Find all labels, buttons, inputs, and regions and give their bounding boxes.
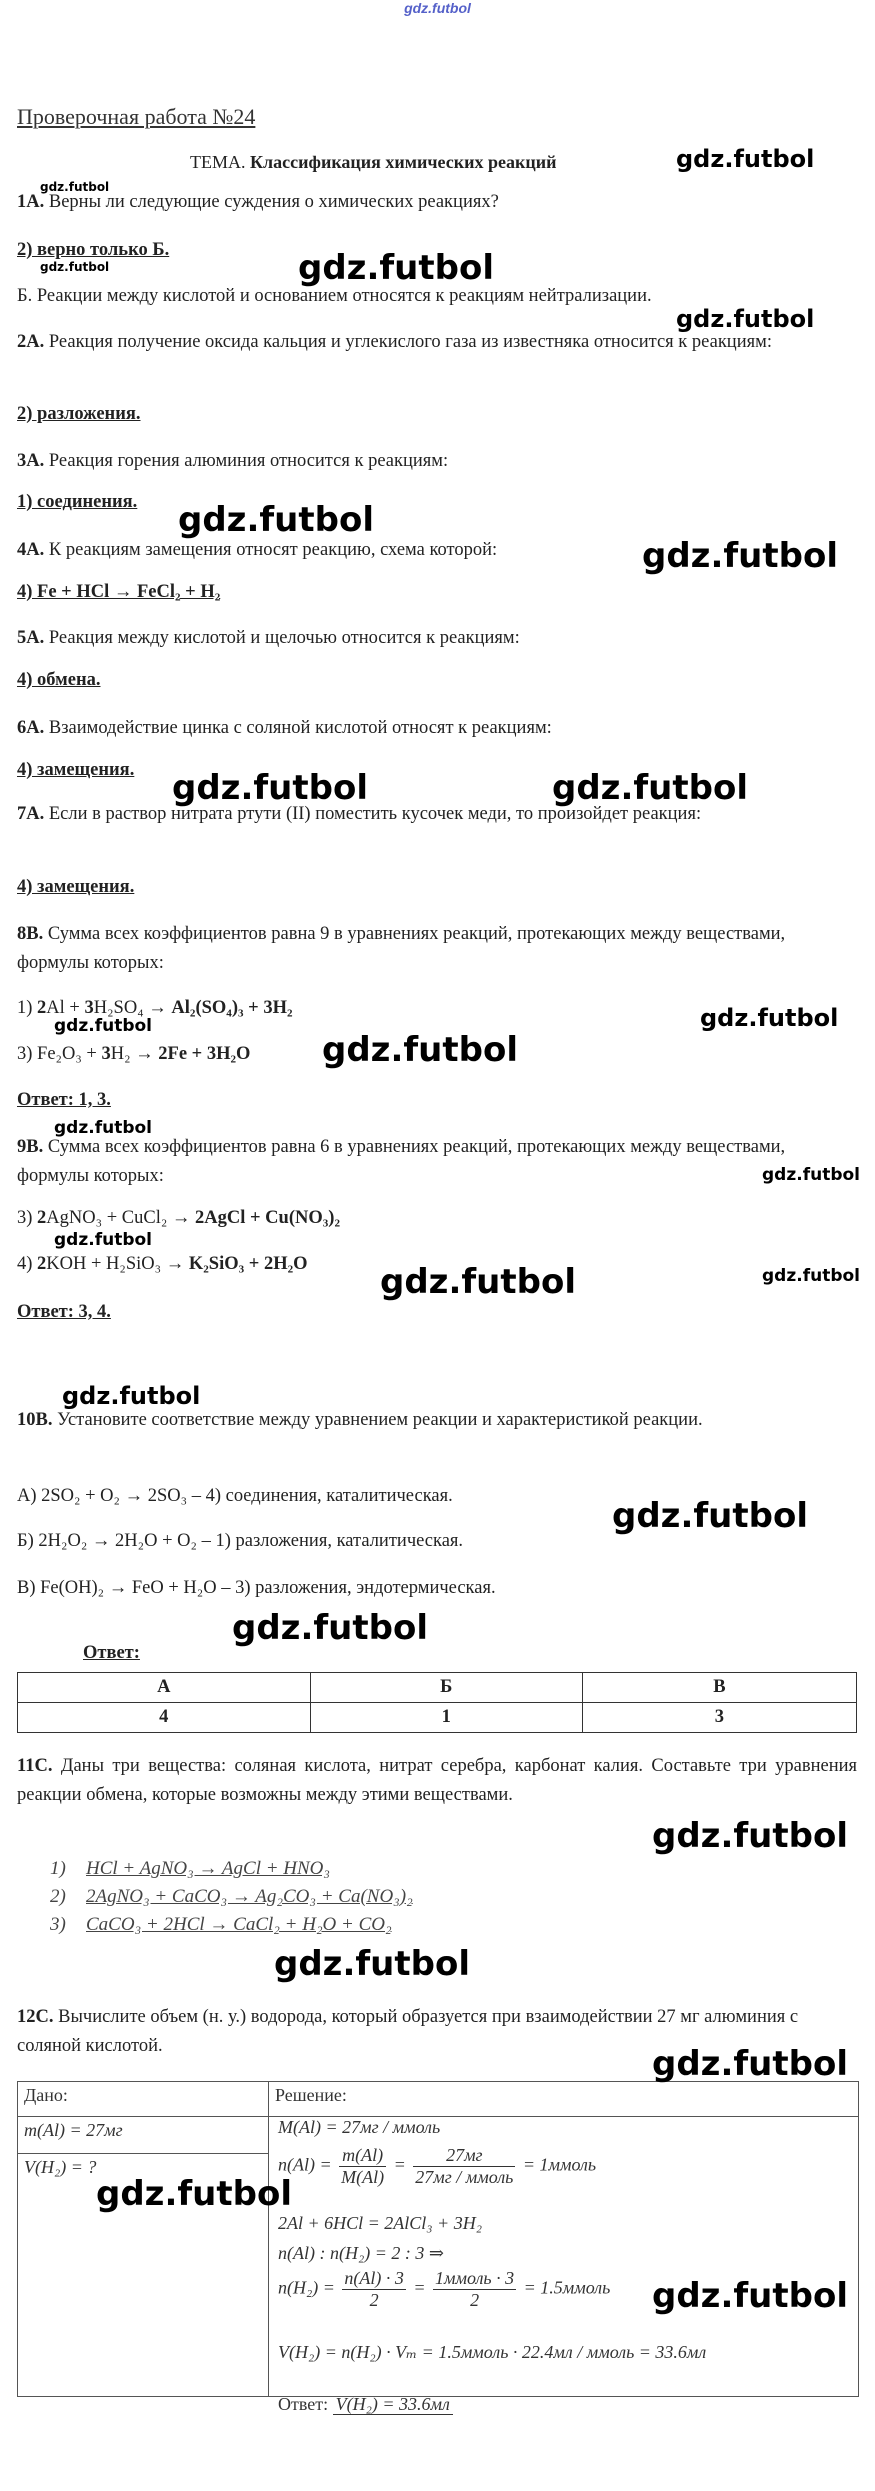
question-11-reaction-1 (50, 1858, 330, 1880)
solution-ratio: n(Al) : n(H₂) = 2 : 3 ⇒ (278, 2243, 444, 2263)
solution-reaction: 2Al + 6HCl = 2AlCl₃ + 3H₂ (278, 2213, 482, 2233)
table-row (18, 1673, 857, 1703)
question-5-text: Реакция между кислотой и щелочью относится к реакциям: (48, 628, 520, 648)
list-formula: HCl + AgNO₃ → AgCl + HNO₃ (86, 1858, 331, 1879)
eq-part: n(Al) = (278, 2154, 332, 2175)
list-number: 1) (50, 1858, 66, 1879)
eq-part: 3) (17, 1208, 38, 1228)
watermark-text: gdz.futbol (652, 1816, 848, 1856)
eq-coef: 2 (37, 1254, 47, 1274)
question-4-answer: 4) Fe + HCl → FeCl₂ + H₂ (17, 582, 221, 602)
watermark-text: gdz.futbol (762, 1165, 860, 1185)
question-9-equation-3 (17, 1208, 340, 1229)
watermark-text: gdz.futbol (298, 248, 494, 288)
watermark-text: gdz.futbol (642, 536, 838, 576)
dano-header: Дано: (18, 2082, 269, 2117)
answer-label: Ответ: (278, 2394, 329, 2414)
eq-coef: 3 (101, 1044, 111, 1064)
numerator: n(Al) · 3 (344, 2268, 404, 2288)
denominator: 2 (369, 2290, 379, 2310)
list-formula: 2AgNO₃ + CaCO₃ → Ag₂CO₃ + Ca(NO₃)₂ (86, 1886, 413, 1907)
topic-prefix: ТЕМА. (190, 152, 246, 172)
eq-part: Al + (46, 998, 85, 1018)
eq-part: = 1ммоль (522, 2154, 597, 2175)
question-7-number: 7А. (17, 804, 45, 824)
fraction (413, 2145, 515, 2188)
eq-part: = 1.5ммоль (523, 2277, 611, 2298)
question-1-answer: 2) верно только Б. (17, 240, 170, 260)
eq-part: AgNO₃ + CuCl₂ → (46, 1208, 196, 1228)
eq-part: = (393, 2154, 406, 2175)
watermark-text: gdz.futbol (54, 1230, 152, 1250)
solution-moles-al (278, 2145, 596, 2188)
watermark-text: gdz.futbol (232, 1608, 428, 1648)
fraction (342, 2268, 405, 2311)
watermark-text: gdz.futbol (700, 1004, 839, 1032)
eq-part: H₂ → (110, 1044, 159, 1064)
watermark-text: gdz.futbol (62, 1382, 201, 1410)
watermark-text: gdz.futbol (54, 1118, 152, 1138)
question-11-text: Даны три вещества: соляная кислота, нитрат серебра, карбонат калия. Составьте три уравнения реакции обмена, которые возможны между этими веществами. (17, 1756, 858, 1805)
table-header-cell: А (18, 1673, 311, 1703)
solution-volume: V(H₂) = n(H₂) · Vₘ = 1.5ммоль · 22.4мл / ммоль = 33.6мл (278, 2342, 707, 2362)
question-9-answer: Ответ: 3, 4. (17, 1302, 111, 1322)
numerator: m(Al) (339, 2145, 386, 2167)
watermark-text: gdz.futbol (40, 260, 110, 274)
question-3-number: 3А. (17, 451, 45, 471)
question-6-text: Взаимодействие цинка с соляной кислотой относят к реакциям: (48, 718, 552, 738)
table-cell: 1 (310, 1703, 582, 1733)
question-6 (17, 714, 857, 743)
question-12-number: 12С. (17, 2007, 54, 2027)
watermark-text: gdz.futbol (676, 305, 815, 333)
answer-value: V(H₂) = 33.6мл (333, 2394, 453, 2415)
watermark-text: gdz.futbol (652, 2276, 848, 2316)
eq-product: 2Fe + 3H₂O (158, 1044, 251, 1064)
question-9-text: Сумма всех коэффициентов равна 6 в уравнениях реакций, протекающих между веществами, формулы которых: (17, 1137, 786, 1186)
question-2-number: 2А. (17, 332, 45, 352)
eq-part: = (413, 2277, 426, 2298)
eq-product: Al₂(SO₄)₃ + 3H₂ (171, 998, 293, 1018)
question-12-answer (278, 2394, 453, 2415)
eq-part: 3) Fe₂O₃ + (17, 1044, 102, 1064)
watermark-text: gdz.futbol (274, 1944, 470, 1984)
question-10 (17, 1406, 857, 1435)
topic-heading (190, 152, 556, 173)
page-title: Проверочная работа №24 (17, 104, 256, 129)
question-8-equation-3 (17, 1044, 250, 1065)
denominator: M(Al) (341, 2167, 385, 2187)
table-cell: 4 (18, 1703, 311, 1733)
watermark-text: gdz.futbol (652, 2044, 848, 2084)
question-1-number: 1А. (17, 192, 45, 212)
list-number: 2) (50, 1886, 66, 1907)
question-4-text: К реакциям замещения относят реакцию, схема которой: (48, 540, 498, 560)
eq-product: K₂SiO₃ + 2H₂O (188, 1254, 308, 1274)
question-7-text: Если в раствор нитрата ртути (II) поместить кусочек меди, то произойдет реакция: (48, 804, 702, 824)
table-row (18, 2082, 859, 2117)
eq-part: 4) (17, 1254, 38, 1274)
question-1-note: Б. Реакции между кислотой и основанием относятся к реакциям нейтрализации. (17, 286, 652, 306)
question-10-item-b: Б) 2H₂O₂ → 2H₂O + O₂ – 1) разложения, каталитическая. (17, 1531, 464, 1551)
eq-coef: 3 (84, 998, 94, 1018)
numerator: 27мг (413, 2145, 515, 2167)
watermark-text: gdz.futbol (40, 180, 110, 194)
watermark-text: gdz.futbol (552, 768, 748, 808)
question-6-number: 6А. (17, 718, 45, 738)
question-3-answer: 1) соединения. (17, 492, 138, 512)
solution-moles-h2 (278, 2268, 610, 2311)
question-5-number: 5А. (17, 628, 45, 648)
question-10-answer-table (17, 1672, 857, 1733)
question-10-answer-label: Ответ: (83, 1643, 140, 1663)
list-formula: CaCO₃ + 2HCl → CaCl₂ + H₂O + CO₂ (86, 1914, 392, 1935)
question-11-number: 11С. (17, 1756, 53, 1776)
question-3 (17, 447, 857, 476)
question-9-number: 9В. (17, 1137, 44, 1157)
watermark-text: gdz.futbol (54, 1016, 152, 1036)
watermark-text: gdz.futbol (612, 1496, 808, 1536)
solution-molar-mass: M(Al) = 27мг / ммоль (278, 2117, 441, 2137)
top-watermark: gdz.futbol (404, 0, 471, 16)
question-11-reaction-2 (50, 1886, 413, 1908)
question-5-answer: 4) обмена. (17, 670, 101, 690)
question-2-answer: 2) разложения. (17, 404, 141, 424)
question-4-number: 4А. (17, 540, 45, 560)
watermark-text: gdz.futbol (96, 2174, 292, 2214)
question-8-answer: Ответ: 1, 3. (17, 1090, 111, 1110)
denominator: 2 (470, 2290, 480, 2310)
watermark-text: gdz.futbol (322, 1030, 518, 1070)
topic-text: Классификация химических реакций (250, 152, 557, 172)
watermark-text: gdz.futbol (178, 500, 374, 540)
question-1-text: Верны ли следующие суждения о химических реакциях? (48, 192, 499, 212)
question-6-answer: 4) замещения. (17, 760, 135, 780)
question-8-number: 8В. (17, 924, 44, 944)
question-5 (17, 624, 857, 653)
given-mass: m(Al) = 27мг (18, 2117, 269, 2154)
question-9 (17, 1133, 857, 1191)
table-cell: 3 (582, 1703, 856, 1733)
list-number: 3) (50, 1914, 66, 1935)
fraction (433, 2268, 516, 2311)
eq-part: 1) (17, 998, 38, 1018)
question-2-text: Реакция получение оксида кальция и углекислого газа из известняка относится к реакциям: (48, 332, 772, 352)
question-11 (17, 1752, 857, 1810)
table-header-cell: Б (310, 1673, 582, 1703)
eq-part: H₂SO₄ → (93, 998, 172, 1018)
watermark-text: gdz.futbol (380, 1262, 576, 1302)
given-volume: V(H₂) = ? (18, 2154, 269, 2397)
eq-product: 2AgCl + Cu(NO₃)₂ (195, 1208, 340, 1228)
question-7-answer: 4) замещения. (17, 877, 135, 897)
question-3-text: Реакция горения алюминия относится к реакциям: (48, 451, 449, 471)
table-header-cell: В (582, 1673, 856, 1703)
numerator: 1ммоль · 3 (435, 2268, 515, 2288)
watermark-text: gdz.futbol (676, 145, 815, 173)
question-10-item-a: А) 2SO₂ + O₂ → 2SO₃ – 4) соединения, каталитическая. (17, 1486, 453, 1506)
eq-coef: 2 (37, 998, 47, 1018)
watermark-text: gdz.futbol (762, 1266, 860, 1286)
eq-coef: 2 (37, 1208, 47, 1228)
question-9-equation-4 (17, 1254, 308, 1275)
eq-part: KOH + H₂SiO₃ → (46, 1254, 189, 1274)
fraction (339, 2145, 386, 2188)
question-8-text: Сумма всех коэффициентов равна 9 в уравнениях реакций, протекающих между веществами, формулы которых: (17, 924, 786, 973)
question-10-item-c: В) Fe(OH)₂ → FeO + H₂O – 3) разложения, эндотермическая. (17, 1578, 496, 1598)
question-12-text: Вычислите объем (н. у.) водорода, который образуется при взаимодействии 27 мг алюминия с соляной кислотой. (17, 2007, 799, 2056)
question-10-number: 10В. (17, 1410, 53, 1430)
question-10-text: Установите соответствие между уравнением реакции и характеристикой реакции. (57, 1410, 703, 1430)
question-11-reaction-3 (50, 1914, 392, 1936)
question-1 (17, 188, 857, 217)
reshenie-header: Решение: (269, 2082, 859, 2117)
denominator: 27мг / ммоль (415, 2167, 514, 2187)
eq-part: n(H₂) = (278, 2277, 335, 2298)
table-row (18, 1703, 857, 1733)
watermark-text: gdz.futbol (172, 768, 368, 808)
question-8 (17, 920, 857, 978)
